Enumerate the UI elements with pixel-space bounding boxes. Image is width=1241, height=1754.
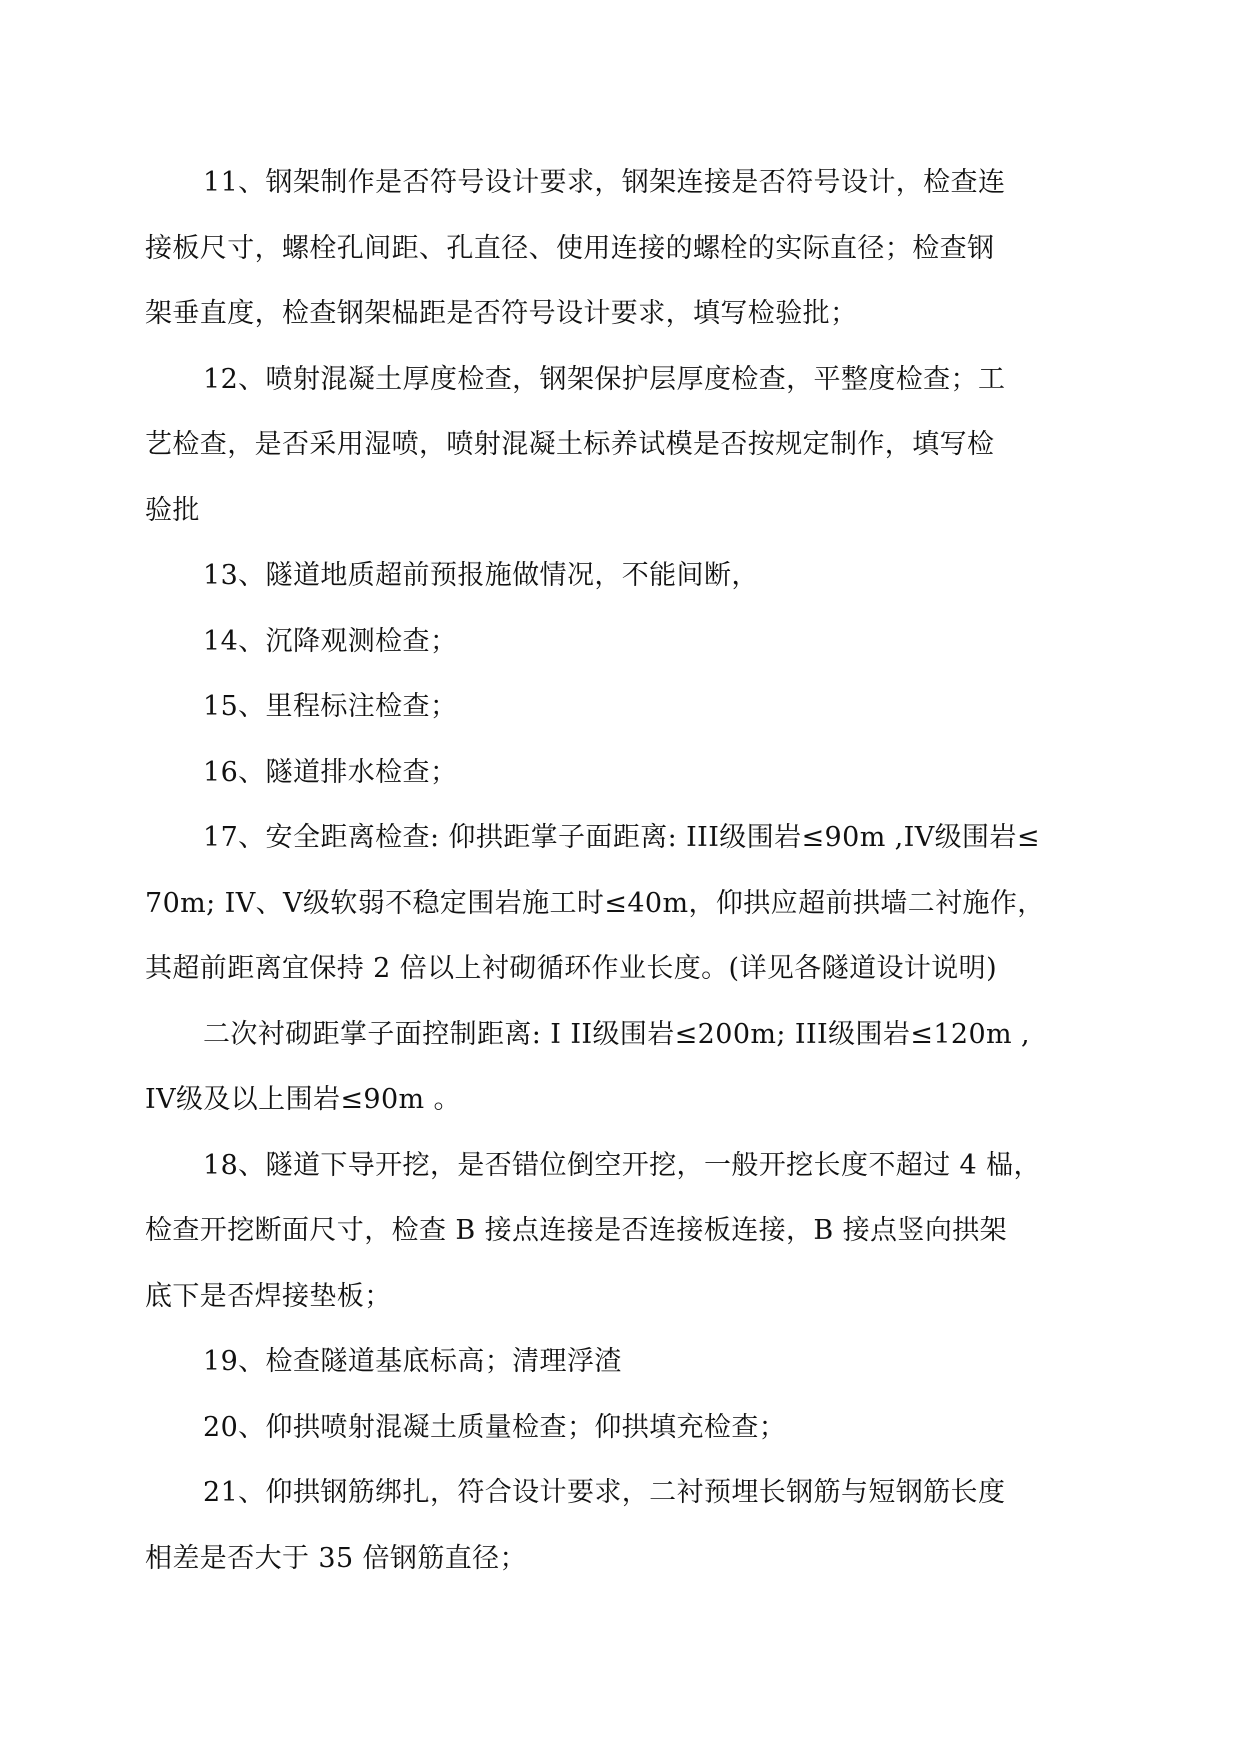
paragraph-item-17: 17、安全距离检查: 仰拱距掌子面距离: III级围岩≤90m ,IV级围岩≤ 70m; IV、V级软弱不稳定围岩施工时≤40m，仰拱应超前拱墙二衬施作， 其超前距离宜保持 2 倍以上衬砌循环作业长度。(详见各隧道设计说明) xyxy=(145,822,1045,984)
paragraph-item-19: 19、检查隧道基底标高；清理浮渣 xyxy=(203,1346,622,1377)
document-page xyxy=(145,150,1065,1591)
paragraph-secondary-lining-distance: 二次衬砌距掌子面控制距离: I II级围岩≤200m; III级围岩≤120m , IV级及以上围岩≤90m 。 xyxy=(145,1018,1031,1115)
paragraph-item-21: 21、仰拱钢筋绑扎，符合设计要求，二衬预埋长钢筋与短钢筋长度 相差是否大于 35 倍钢筋直径； xyxy=(145,1477,1006,1574)
paragraph-item-13: 13、隧道地质超前预报施做情况，不能间断， xyxy=(203,560,759,591)
paragraph-item-16: 16、隧道排水检查； xyxy=(203,756,458,788)
paragraph-item-12: 12、喷射混凝土厚度检查，钢架保护层厚度检查，平整度检查；工 艺检查，是否采用湿喷，喷射混凝土标养试模是否按规定制作，填写检 验批 xyxy=(145,363,1006,526)
paragraph-item-18: 18、隧道下导开挖，是否错位倒空开挖，一般开挖长度不超过 4 榀， 检查开挖断面尺寸，检查 B 接点连接是否连接板连接，B 接点竖向拱架 底下是否焊接垫板； xyxy=(145,1149,1041,1312)
paragraph-item-11: 11、钢架制作是否符号设计要求，钢架连接是否符号设计，检查连 接板尺寸，螺栓孔间距、孔直径、使用连接的螺栓的实际直径；检查钢 架垂直度，检查钢架榀距是否符号设计要求，填写检验批； xyxy=(145,167,1006,329)
paragraph-item-15: 15、里程标注检查； xyxy=(203,691,458,722)
paragraph-item-20: 20、仰拱喷射混凝土质量检查；仰拱填充检查； xyxy=(203,1411,787,1443)
paragraph-item-14: 14、沉降观测检查； xyxy=(203,625,458,657)
